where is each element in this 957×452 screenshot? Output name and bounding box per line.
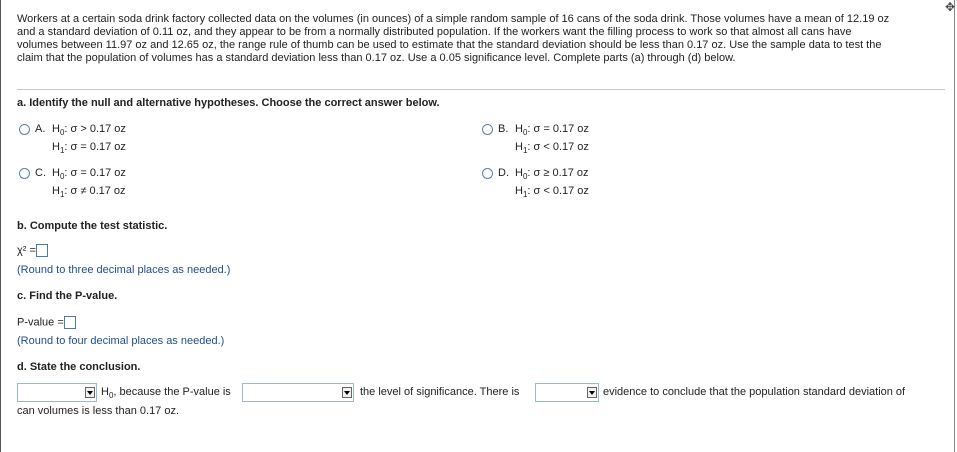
option-c-h0: $H_0$: σ = 0.17 oz <box>52 167 126 182</box>
option-a-radio[interactable] <box>19 124 30 135</box>
conclusion-text-1: $H_0$, because the P-value is <box>101 386 231 401</box>
problem-line: volumes between 11.97 oz and 12.65 oz, the range rule of thumb can be used to estimate that the standard deviation should be less than 0.17 oz. Use the sample data to test the <box>17 39 882 51</box>
part-d-prompt: d. State the conclusion. <box>17 361 141 373</box>
option-d-radio[interactable] <box>482 168 493 179</box>
conclusion-text-3: evidence to conclude that the population standard deviation of <box>603 386 906 398</box>
divider <box>17 89 945 90</box>
chi-square-row <box>17 244 48 257</box>
option-b-h1: $H_1$: σ < 0.17 oz <box>515 141 589 156</box>
problem-line: and a standard deviation of 0.11 oz, and they appear to be from a normally distributed population. If the workers want the filling process to work so that almost all cans have <box>17 26 852 38</box>
problem-statement <box>17 13 942 65</box>
p-value-row <box>17 316 76 329</box>
option-c-letter: C. <box>35 167 46 179</box>
option-c-radio[interactable] <box>19 168 30 179</box>
option-b-h0: $H_0$: σ = 0.17 oz <box>515 123 589 138</box>
chevron-down-icon <box>85 387 95 398</box>
p-value-input[interactable] <box>64 316 76 329</box>
part-a-prompt: a. Identify the null and alternative hypotheses. Choose the correct answer below. <box>17 97 440 109</box>
conclusion-text-4: can volumes is less than 0.17 oz. <box>17 405 180 417</box>
chevron-down-icon <box>342 387 352 398</box>
chi-square-input[interactable] <box>36 244 48 257</box>
problem-line: claim that the population of volumes has a standard deviation less than 0.17 oz. Use a 0.05 significance level. Complete parts (a) through (d) below. <box>17 52 736 64</box>
p-value-label: P-value = <box>17 316 64 329</box>
option-d-h1: $H_1$: σ < 0.17 oz <box>515 185 589 200</box>
option-a-h1: $H_1$: σ = 0.17 oz <box>52 141 126 156</box>
option-a-h0: $H_0$: σ > 0.17 oz <box>52 123 126 138</box>
evidence-dropdown[interactable] <box>535 383 599 402</box>
option-d-letter: D. <box>498 167 509 179</box>
expand-icon[interactable]: ✥ <box>944 0 955 14</box>
comparison-dropdown[interactable] <box>242 383 354 402</box>
part-b-hint: (Round to three decimal places as needed.) <box>17 264 231 276</box>
chevron-down-icon <box>587 387 597 398</box>
part-c-prompt: c. Find the P-value. <box>17 290 118 302</box>
part-b-prompt: b. Compute the test statistic. <box>17 220 168 232</box>
option-b-radio[interactable] <box>482 124 493 135</box>
conclusion-text-2: the level of significance. There is <box>360 386 520 398</box>
option-c-h1: $H_1$: σ ≠ 0.17 oz <box>52 185 126 200</box>
option-b-letter: B. <box>498 123 509 135</box>
option-d-h0: $H_0$: σ ≥ 0.17 oz <box>515 167 589 182</box>
part-c-hint: (Round to four decimal places as needed.) <box>17 335 225 347</box>
option-a-letter: A. <box>35 123 46 135</box>
problem-line: Workers at a certain soda drink factory collected data on the volumes (in ounces) of a simple random sample of 16 cans of the soda drink. Those volumes have a mean of 12.19 oz <box>17 13 890 25</box>
conclusion-dropdown[interactable] <box>17 383 97 402</box>
chi-square-label: χ² = <box>17 244 36 257</box>
